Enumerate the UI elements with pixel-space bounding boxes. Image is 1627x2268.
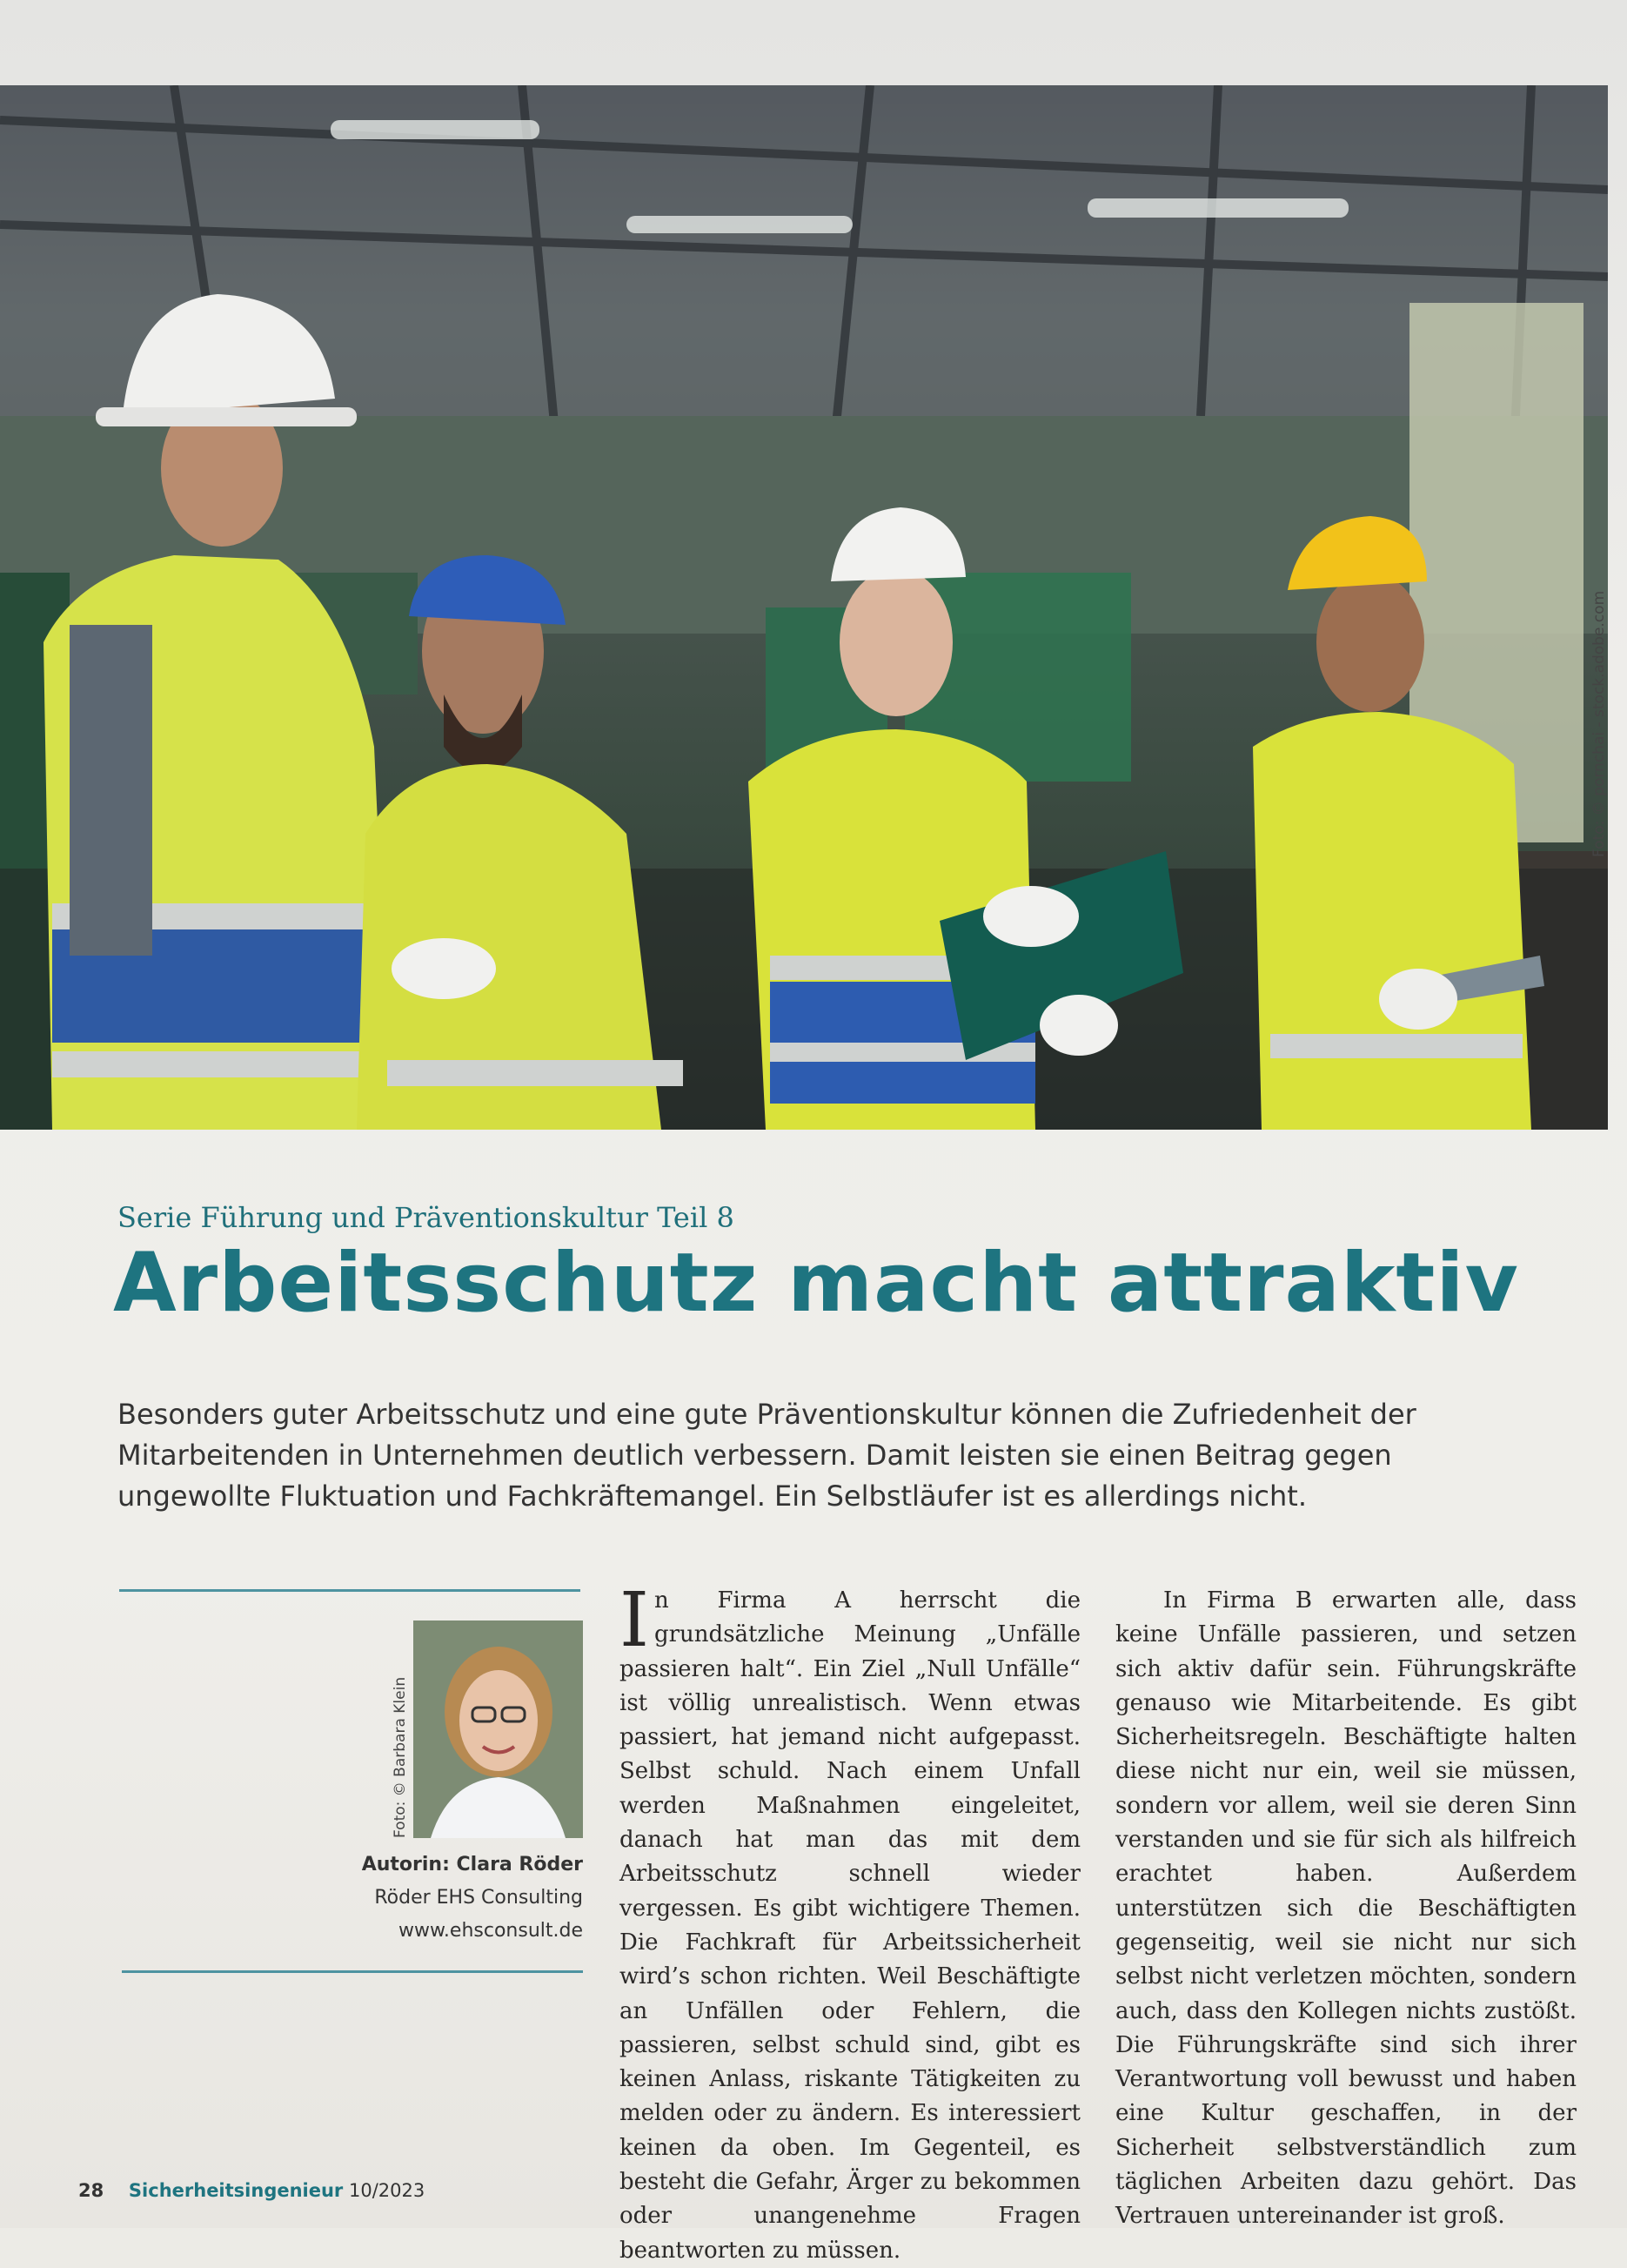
article-column-1 [619, 1577, 1081, 2268]
author-company: Röder EHS Consulting [374, 1887, 583, 1909]
article-lead: Besonders guter Arbeitsschutz und eine gute Präventionskultur können die Zufriedenheit der Mitarbeitenden in Unternehmen deutlich verbessern. Damit leisten sie einen Beitrag gegen ungewollte Fluktuation und Fachkräftemangel. Ein Selbstläufer ist es allerdings nicht. [117, 1398, 1416, 1513]
author-portrait [413, 1620, 583, 1838]
series-kicker: Serie Führung und Präventionskultur Teil 8 [117, 1201, 734, 1234]
photo-credit: Foto: © pornchai - stock.adobe.com [1590, 590, 1608, 857]
author-rule-bottom [122, 1970, 583, 1973]
hero-photo [0, 85, 1608, 1130]
article-column-2 [1115, 1584, 1577, 2234]
page-number: 28 [78, 2180, 104, 2201]
author-photo [413, 1620, 583, 1838]
factory-workers-illustration [0, 85, 1608, 1130]
column-1-text: n Firma A herrscht die grundsätzliche Meinung „Unfälle passieren halt“. Ein Ziel „Null Unfälle“ ist völlig unrealistisch. Wenn etwas passiert, hat jemand nicht aufgepasst. Selbst schuld. Nach einem Unfall werden Maßnahmen eingeleitet, danach hat man das mit dem Arbeitsschutz schnell wieder vergessen. Es gibt wichtigere Themen. Die Fachkraft für Arbeitssicherheit wird’s schon richten. Weil Beschäftigte an Unfällen oder Fehlern, die passieren, selbst schuld sind, gibt es keinen Anlass, riskante Tätigkeiten zu melden oder zu ändern. Es interessiert keinen da oben. Im Gegenteil, es besteht die Gefahr, Ärger zu bekommen oder unangenehme Fragen beantworten zu müssen. [619, 1587, 1081, 2264]
author-rule-top [119, 1589, 580, 1592]
author-website[interactable]: www.ehsconsult.de [398, 1920, 583, 1942]
author-info [261, 1849, 583, 1948]
issue-number: 10/2023 [348, 2180, 425, 2201]
author-name: Autorin: Clara Röder [361, 1854, 583, 1875]
column-2-text: In Firma B erwarten alle, dass keine Unfälle passieren, und setzen sich aktiv dafür sein. Führungskräfte genauso wie Mitarbeitende. Es gibt Sicherheitsregeln. Beschäftigte halten diese nicht nur ein, weil sie müssen, sondern vor allem, weil sie deren Sinn verstanden und sie für sich als hilfreich erachtet haben. Außerdem unterstützen sich die Beschäftigten gegenseitig, weil sie nicht nur sich selbst nicht verletzen möchten, sondern auch, dass den Kollegen nichts zustößt. Die Führungskräfte sind sich ihrer Verantwortung voll bewusst und haben eine Kultur geschaffen, in der Sicherheit selbstverständlich zum täglichen Arbeiten dazu gehört. Das Vertrauen untereinander ist groß. [1115, 1587, 1577, 2230]
article-title: Arbeitsschutz macht attraktiv [113, 1236, 1519, 1331]
drop-cap: I [619, 1577, 649, 1664]
page-footer [78, 2180, 425, 2201]
author-photo-credit: Foto: © Barbara Klein [392, 1676, 409, 1838]
magazine-name: Sicherheitsingenieur [128, 2180, 344, 2201]
